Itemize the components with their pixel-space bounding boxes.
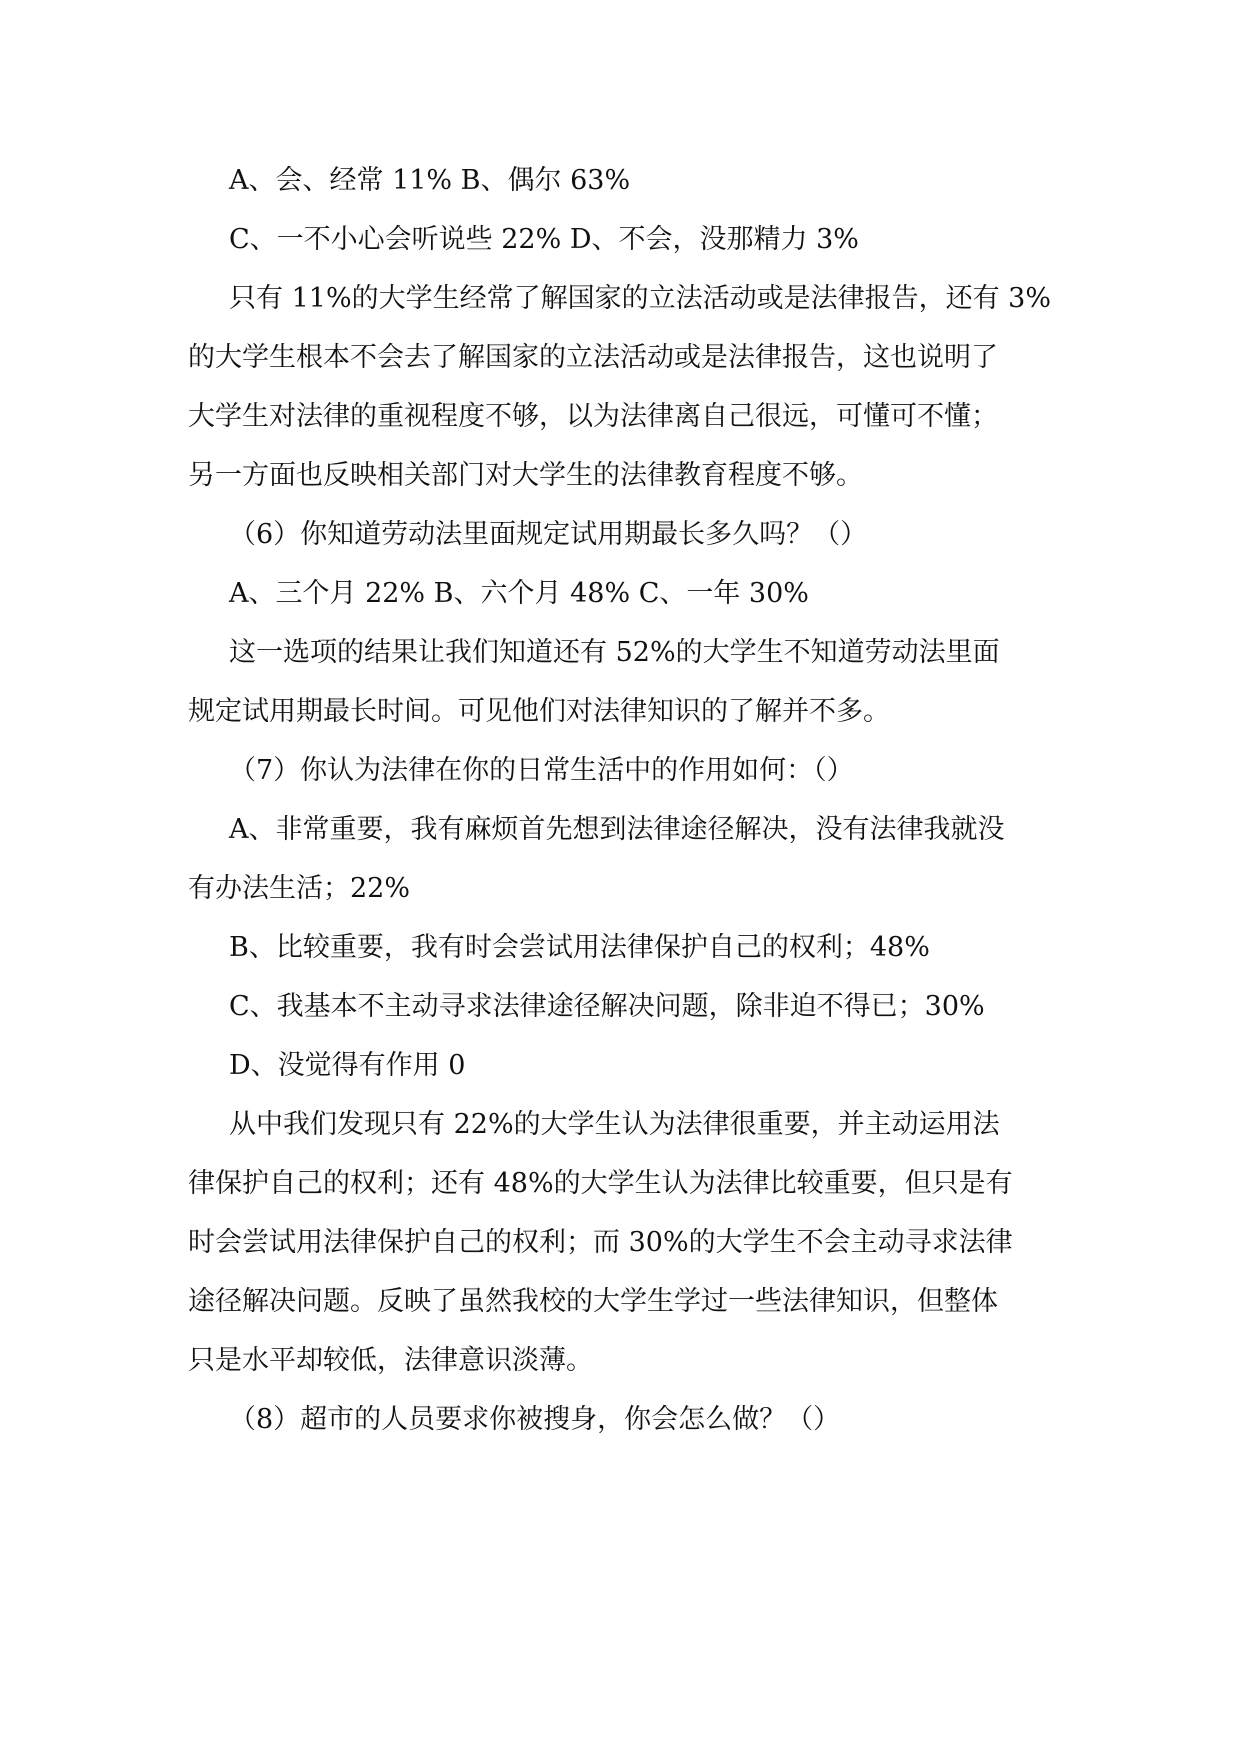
paragraph-line: 只有 11%的大学生经常了解国家的立法活动或是法律报告，还有 3%: [229, 283, 1052, 314]
option-line: 有办法生活；22%: [188, 873, 411, 904]
paragraph-line: 只是水平却较低，法律意识淡薄。: [188, 1345, 593, 1376]
paragraph-line: 大学生对法律的重视程度不够，以为法律离自己很远，可懂可不懂；: [188, 401, 998, 432]
paragraph-line: 途径解决问题。反映了虽然我校的大学生学过一些法律知识，但整体: [188, 1286, 998, 1317]
paragraph-line: 从中我们发现只有 22%的大学生认为法律很重要，并主动运用法: [229, 1109, 1000, 1140]
paragraph-line: 这一选项的结果让我们知道还有 52%的大学生不知道劳动法里面: [229, 637, 1000, 668]
option-line: A、非常重要，我有麻烦首先想到法律途径解决，没有法律我就没: [229, 814, 1005, 845]
paragraph-line: 的大学生根本不会去了解国家的立法活动或是法律报告，这也说明了: [188, 342, 998, 373]
option-line: D、没觉得有作用 0: [229, 1050, 466, 1081]
paragraph-line: 另一方面也反映相关部门对大学生的法律教育程度不够。: [188, 460, 863, 491]
question-line: （7）你认为法律在你的日常生活中的作用如何：（）: [229, 755, 854, 786]
question-line: （8）超市的人员要求你被搜身，你会怎么做？（）: [229, 1404, 841, 1435]
paragraph-line: 律保护自己的权利；还有 48%的大学生认为法律比较重要，但只是有: [188, 1168, 1013, 1199]
option-line: B、比较重要，我有时会尝试用法律保护自己的权利；48%: [229, 932, 930, 963]
question-line: （6）你知道劳动法里面规定试用期最长多久吗？（）: [229, 519, 868, 550]
option-line: A、会、经常 11% B、偶尔 63%: [229, 165, 631, 196]
option-line: C、一不小心会听说些 22% D、不会，没那精力 3%: [229, 224, 859, 255]
paragraph-line: 时会尝试用法律保护自己的权利；而 30%的大学生不会主动寻求法律: [188, 1227, 1013, 1258]
paragraph-line: 规定试用期最长时间。可见他们对法律知识的了解并不多。: [188, 696, 890, 727]
option-line: C、我基本不主动寻求法律途径解决问题，除非迫不得已；30%: [229, 991, 985, 1022]
option-line: A、三个月 22% B、六个月 48% C、一年 30%: [229, 578, 809, 609]
